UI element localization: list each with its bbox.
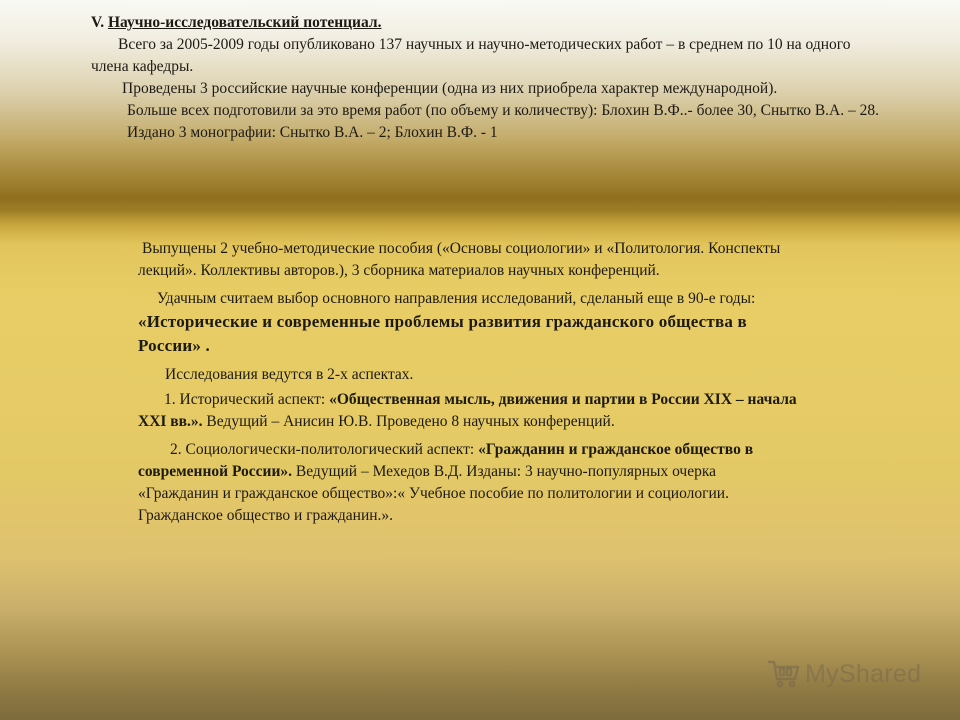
- paragraph-sociological-aspect: [138, 439, 798, 527]
- paragraph-historical-aspect: [138, 389, 798, 433]
- paragraph-manuals: Выпущены 2 учебно-методические пособия («Основы социологии» и «Политология. Конспекты лекций». Коллективы авторов.), 3 сборника материалов научных конференций.: [138, 240, 781, 279]
- paragraph-monographs: Издано 3 монографии: Снытко В.А. – 2; Блохин В.Ф. - 1: [127, 124, 498, 141]
- historical-tail: Ведущий – Анисин Ю.В. Проведено 8 научных конференций.: [202, 413, 615, 430]
- heading-title: Научно-исследовательский потенциал.: [107, 14, 382, 31]
- mid-text-block: [138, 238, 798, 527]
- direction-text: Удачным считаем выбор основного направления исследований, сделаный еще в 90-е годы:: [157, 290, 756, 307]
- historical-bold: «Общественная мысль, движения и партии в России XIX – начала XXI вв.».: [138, 391, 797, 430]
- paragraph-direction: [138, 288, 798, 358]
- shopping-cart-icon: [767, 659, 801, 689]
- paragraph-authors: Больше всех подготовили за это время работ (по объему и количеству): Блохин В.Ф..- более 30, Снытко В.А. – 28.: [127, 102, 879, 119]
- sociological-bold: «Гражданин и гражданское общество в современной России».: [138, 441, 754, 480]
- myshared-watermark[interactable]: [767, 655, 921, 693]
- sociological-text: 2. Социологически-политологический аспект:: [170, 441, 479, 458]
- paragraph-aspects: Исследования ведутся в 2-х аспектах.: [165, 366, 414, 383]
- paragraph-publications: Всего за 2005-2009 годы опубликовано 137 научных и научно-методических работ – в среднем по 10 на одного члена кафедры.: [91, 36, 851, 75]
- section-heading: [91, 12, 891, 34]
- direction-bold: «Исторические и современные проблемы развития гражданского общества в России» .: [138, 312, 747, 355]
- historical-text: 1. Исторический аспект:: [164, 391, 330, 408]
- watermark-text: MyShared: [805, 659, 922, 688]
- sociological-tail: Ведущий – Мехедов В.Д. Изданы: 3 научно-популярных очерка «Гражданин и гражданское общество»:« Учебное пособие по политологии и социологии. Гражданское общество и гражданин.».: [138, 463, 729, 524]
- top-text-block: [91, 12, 891, 144]
- paragraph-conferences: Проведены 3 российские научные конференции (одна из них приобрела характер международной).: [122, 80, 778, 97]
- heading-prefix: V.: [91, 14, 108, 31]
